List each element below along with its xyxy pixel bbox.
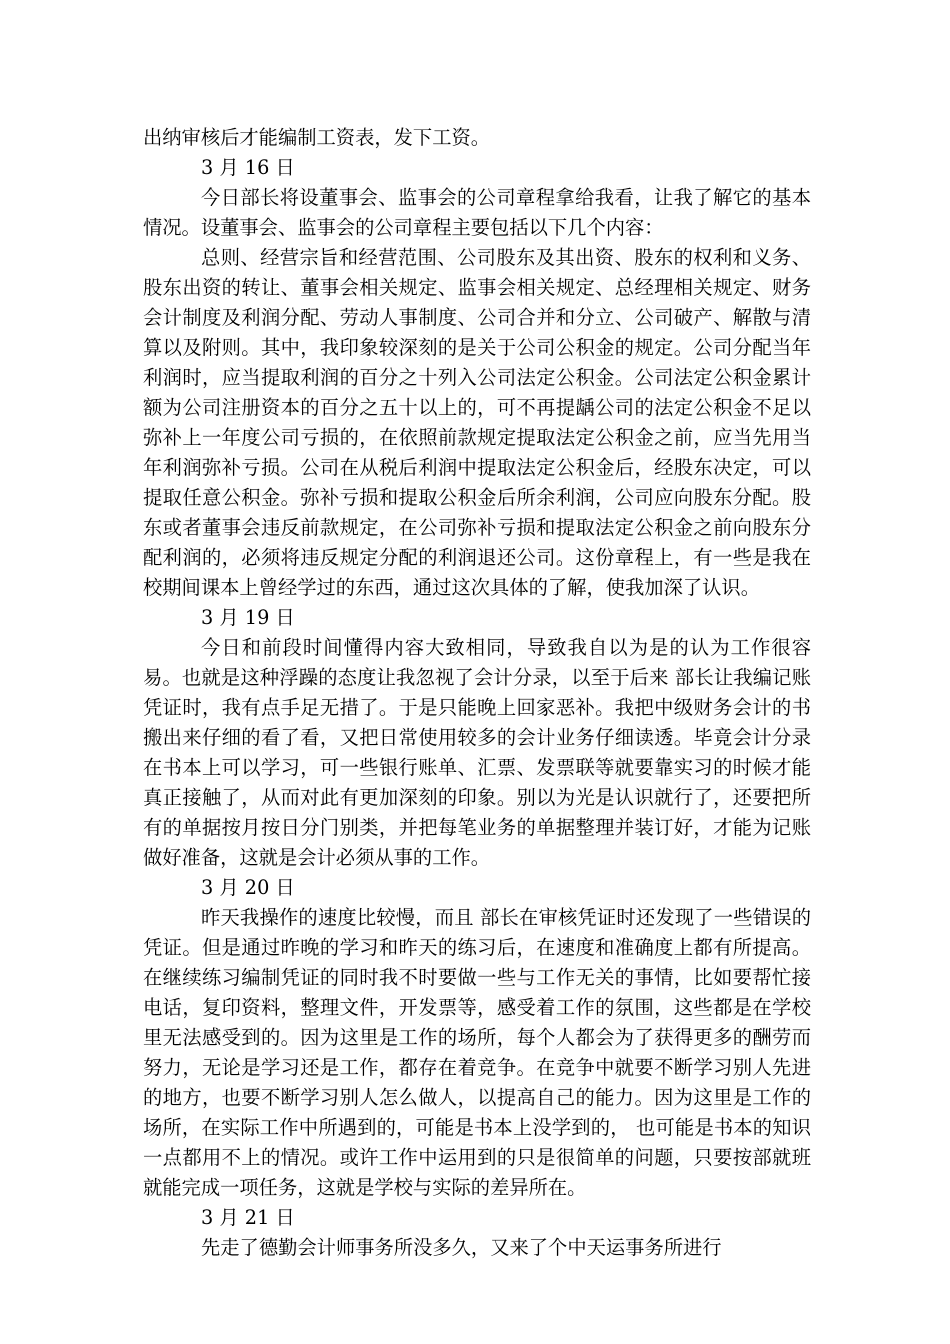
continuation-paragraph: 出纳审核后才能编制工资表，发下工资。: [143, 126, 491, 149]
paragraph-mar19: 今日和前段时间懂得内容大致相同，导致我自以为是的认为工作很容易。也就是这种浮躁的态度让我忽视了会计分录，以至于后来 部长让我编记账凭证时，我有点手足无措了。于是只能晚上回家恶补。我把中级财务会计的书搬出来仔细的看了看，又把日常使用较多的会计业务仔细读透。毕竟会计分录在书本上可以学习，可一些银行账单、汇票、发票联等就要靠实习的时候才能真正接触了，从而对此有更加深刻的印象。别以为光是认识就行了，还要把所有的单据按月按日分门别类，并把每笔业务的单据整理并装订好，才能为记账做好准备，这就是会计必须从事的工作。: [143, 636, 811, 869]
paragraph-articles-content: 总则、经营宗旨和经营范围、公司股东及其出资、股东的权利和义务、股东出资的转让、董事会相关规定、监事会相关规定、总经理相关规定、财务会计制度及利润分配、劳动人事制度、公司合并和分立、公司破产、解散与清算以及附则。其中，我印象较深刻的是关于公司公积金的规定。公司分配当年利润时，应当提取利润的百分之十列入公司法定公积金。公司法定公积金累计额为公司注册资本的百分之五十以上的，可不再提龋公司的法定公积金不足以弥补上一年度公司亏损的，在依照前款规定提取法定公积金之前，应当先用当年利润弥补亏损。公司在从税后利润中提取法定公积金后，经股东决定，可以提取任意公积金。弥补亏损和提取公积金后所余利润，公司应向股东分配。股东或者董事会违反前款规定，在公司弥补亏损和提取法定公积金之前向股东分配利润的，必须将违反规定分配的利润退还公司。这份章程上，有一些是我在校期间课本上曾经学过的东西，通过这次具体的了解，使我加深了认识。: [143, 246, 811, 599]
date-heading-mar20: 3 月 20 日: [201, 876, 295, 899]
date-heading-mar16: 3 月 16 日: [201, 156, 295, 179]
paragraph-mar21: 先走了德勤会计师事务所没多久，又来了个中天运事务所进行: [201, 1236, 722, 1259]
paragraph-articles-intro: 今日部长将设董事会、监事会的公司章程拿给我看，让我了解它的基本情况。设董事会、监事会的公司章程主要包括以下几个内容：: [143, 186, 811, 239]
document-body: [143, 123, 811, 1263]
date-heading-mar21: 3 月 21 日: [201, 1206, 295, 1229]
date-heading-mar19: 3 月 19 日: [201, 606, 295, 629]
paragraph-mar20: 昨天我操作的速度比较慢，而且 部长在审核凭证时还发现了一些错误的凭证。但是通过昨晚的学习和昨天的练习后，在速度和准确度上都有所提高。在继续练习编制凭证的同时我不时要做一些与工作无关的事情，比如要帮忙接电话，复印资料，整理文件，开发票等，感受着工作的氛围，这些都是在学校里无法感受到的。因为这里是工作的场所，每个人都会为了获得更多的酬劳而努力，无论是学习还是工作，都存在着竞争。在竞争中就要不断学习别人先进的地方，也要不断学习别人怎么做人，以提高自己的能力。因为这里是工作的场所，在实际工作中所遇到的，可能是书本上没学到的， 也可能是书本的知识一点都用不上的情况。或许工作中运用到的只是很简单的问题，只要按部就班就能完成一项任务，这就是学校与实际的差异所在。: [143, 906, 811, 1199]
